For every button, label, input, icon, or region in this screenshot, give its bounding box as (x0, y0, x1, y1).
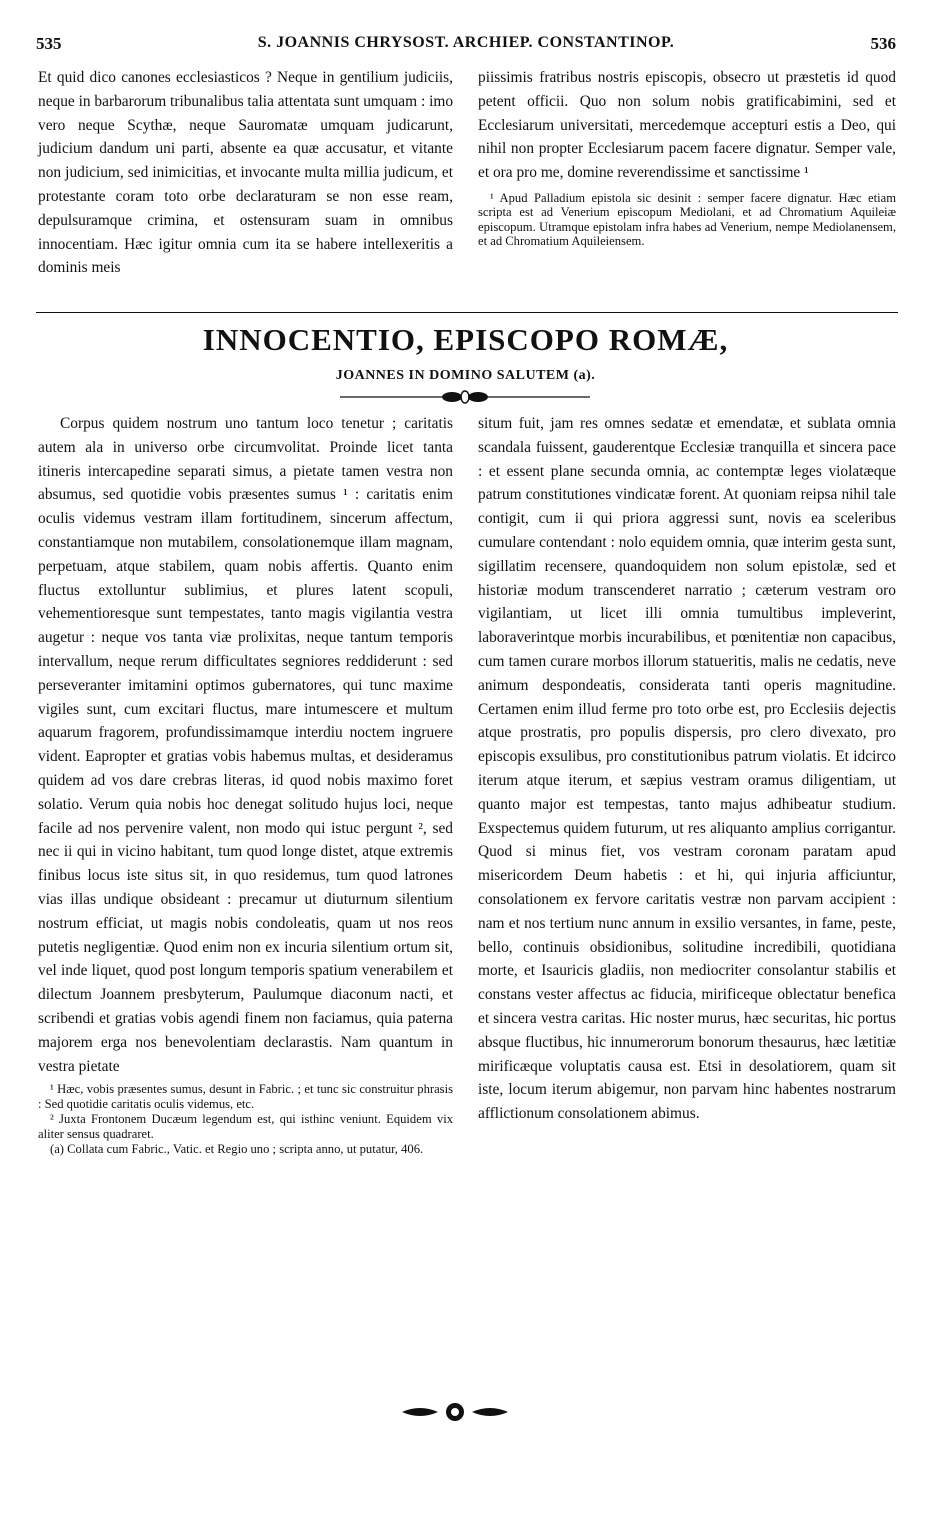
letter-right-paragraph: situm fuit, jam res omnes sedatæ et emendatæ, et sublata omnia scandala fuissent, gauderentque Ecclesiæ tranquilla et sincera pace : et essent plane secunda omnia, ac contemptæ leges violatæque patrum constitutiones vindicatæ forent. At quoniam reipsa nihil tale contigit, cum ii qui priora aggressi sunt, novis ea sceleribus cumulare contendant : nolo equidem omnia, quæ interim gesta sunt, sigillatim recensere, quandoquidem non solum epistolæ, sed et historiæ modum transcenderet narratio ; cæterum vestram oro vigilantiam, ut licet illi omnia tumultibus impleverint, laboraverintque morbis incurabilibus, et pœnitentiæ non capacibus, cum tamen curare morbos illorum statueritis, malis ne cedatis, neve animum despondeatis, considerata tanti operis magnitudine. Certamen enim illud ferme pro toto orbe est, pro Ecclesiis dejectis atque prostratis, pro populis dispersis, pro clero divexato, pro episcopis exsulibus, pro constitutionibus patrum violatis. Et idcirco iterum atque iterum, et sæpius vestram oramus diligentiam, ut quanto major est tempestas, tanto majus adhibeatur studium. Exspectemus quidem futurum, ut res aliquanto amplius corrigantur. Quod si minus fiet, vos vestram coronam paratam apud misericordem Deum habetis : et hi, qui injuria afficiuntur, consolationem ex fervore caritatis vestræ non parvam accipient : nam et nos tertium nunc annum in exsilio versantes, in fame, peste, bello, continuis obsidionibus, solitudine incredibili, quotidiana morte, et Isauricis gladiis, non mediocriter consolantur stabilis et constans vester affectus ac fiducia, mirificeque oblectatur benefica et sincera vestra caritas. Hic noster murus, hæc securitas, hic portus absque fluctibus, hic innumerorum bonorum thesaurus, hæc lætitiæ mirificæque voluptatis causa est. Etsi in desolatiorem, quam sit iste, locum iterum abigemur, non parvam hinc habentes nostrarum afflictionum consolationem abimus. (478, 415, 896, 1123)
letter-right-column (478, 412, 896, 1126)
top-left-paragraph: Et quid dico canones ecclesiasticos ? Neque in gentilium judiciis, neque in barbarorum tribunalibus talia attentata sunt umquam : imo vero neque Scythæ, neque Sauromatæ umquam judicarunt, judicium dandum uni parti, absente ea quæ accusatur, et vitante non judicium, sed inimicitias, et invocante multa millia judicum, et protestante coram toto orbe declaraturam se non esse ream, depulsuramque crimina, et ostensuram suam in omnibus innocentiam. Hæc igitur omnia cum ita se habere intellexeritis a dominis meis (38, 69, 454, 277)
footnote-2: ² Juxta Frontonem Ducæum legendum est, qui isthinc veniunt. Equidem vix aliter sensus quadraret. (38, 1112, 453, 1141)
top-right-column (478, 66, 896, 250)
letter-footnotes (38, 1082, 453, 1157)
page-number-left: 535 (36, 34, 62, 53)
top-left-column (38, 66, 453, 280)
footnote-a: (a) Collata cum Fabric., Vatic. et Regio uno ; scripta anno, ut putatur, 406. (50, 1142, 424, 1157)
footnote-1: ¹ Hæc, vobis præsentes sumus, desunt in Fabric. ; et tunc sic construitur phrasis : Sed quotidie caritatis oculis videmus, etc. (38, 1082, 453, 1111)
title-ornament (340, 389, 590, 405)
end-ornament (400, 1400, 510, 1424)
running-title: S. JOANNIS CHRYSOST. ARCHIEP. CONSTANTINOP. (257, 34, 675, 51)
section-divider (36, 312, 898, 313)
letter-title: INNOCENTIO, EPISCOPO ROMÆ, (202, 322, 729, 357)
running-head (36, 34, 896, 58)
page-number-right: 536 (870, 34, 896, 53)
top-footnote (478, 191, 896, 249)
letter-left-column (38, 412, 453, 1158)
letter-left-paragraph: Corpus quidem nostrum uno tantum loco tenetur ; caritatis autem ala in universo orbe circumvolitat. Proinde licet tanta itineris intercapedine separati simus, a pietate tamen vestra non absumus, sed quotidie vobis præsentes sumus ¹ : caritatis enim oculis videmus vestram illam fortitudinem, sincerum affectum, constantiamque non mutabilem, consolationemque illam magnam, perpetuam, atque stabilem, quam nobis affertis. Quanto enim fluctus extolluntur sublimius, et plures latent scopuli, vehementioresque sunt tempestates, tanto magis vigilantia vestra augetur : neque vos tanta viæ prolixitas, neque tantum temporis intervallum, neque rerum difficultates segniores reddiderunt : sed perseveranter imitamini optimos gubernatores, qui tunc maxime vigiles sunt, cum excitari fluctus, mare intumescere et multum aquarum fragorem, profundissimamque interdiu noctem ingruere vident. Eapropter et gratias vobis habemus multas, et desideramus quidem ad vos dare crebras literas, id quod nobis maximo foret solatio. Verum quia nobis hoc denegat solitudo hujus loci, neque facile ad nos pervenire valent, non modo qui istuc pergunt ², sed nec ii qui in vicino habitant, tum quod longe distet, atque extremis finibus locus iste situs sit, in quo residemus, tum quod latrones vias illas undique obsideant : precamur ut diuturnum silentium nostrum efficiat, ut magis nobis condoleatis, quam ut nos reos putetis negligentiæ. Quod enim non ex incuria silentium ortum sit, vel inde liquet, quod post longum temporis spatium venerabilem et dilectum Joannem presbyterum, Paulumque diaconum nacti, et scribendi et gratias vobis agendi finem non faciamus, quia paterna majorem erga nos benevolentiam declarastis. Nam quantum in vestra pietate (38, 415, 453, 1075)
top-right-paragraph: piissimis fratribus nostris episcopis, obsecro ut præstetis id quod petent officii. Quo non solum nobis gratificabimini, sed et Ecclesiarum universitati, mercedemque accepturi estis a Deo, qui nihil non propter Ecclesiarum pacem facere dignatur. Semper vale, et ora pro me, domine reverendissime et sanctissime ¹ (478, 69, 896, 182)
letter-subtitle: JOANNES IN DOMINO SALUTEM (a). (335, 368, 596, 383)
top-footnote-text: ¹ Apud Palladium epistola sic desinit : semper facere dignatur. Hæc etiam scripta est ad Venerium episcopum Mediolani, et ad Chromatium Aquileiæ episcopum. Utramque epistolam infra habes ad Venerium, nempe Mediolanensem, et ad Chromatium Aquileiensem. (478, 190, 896, 249)
